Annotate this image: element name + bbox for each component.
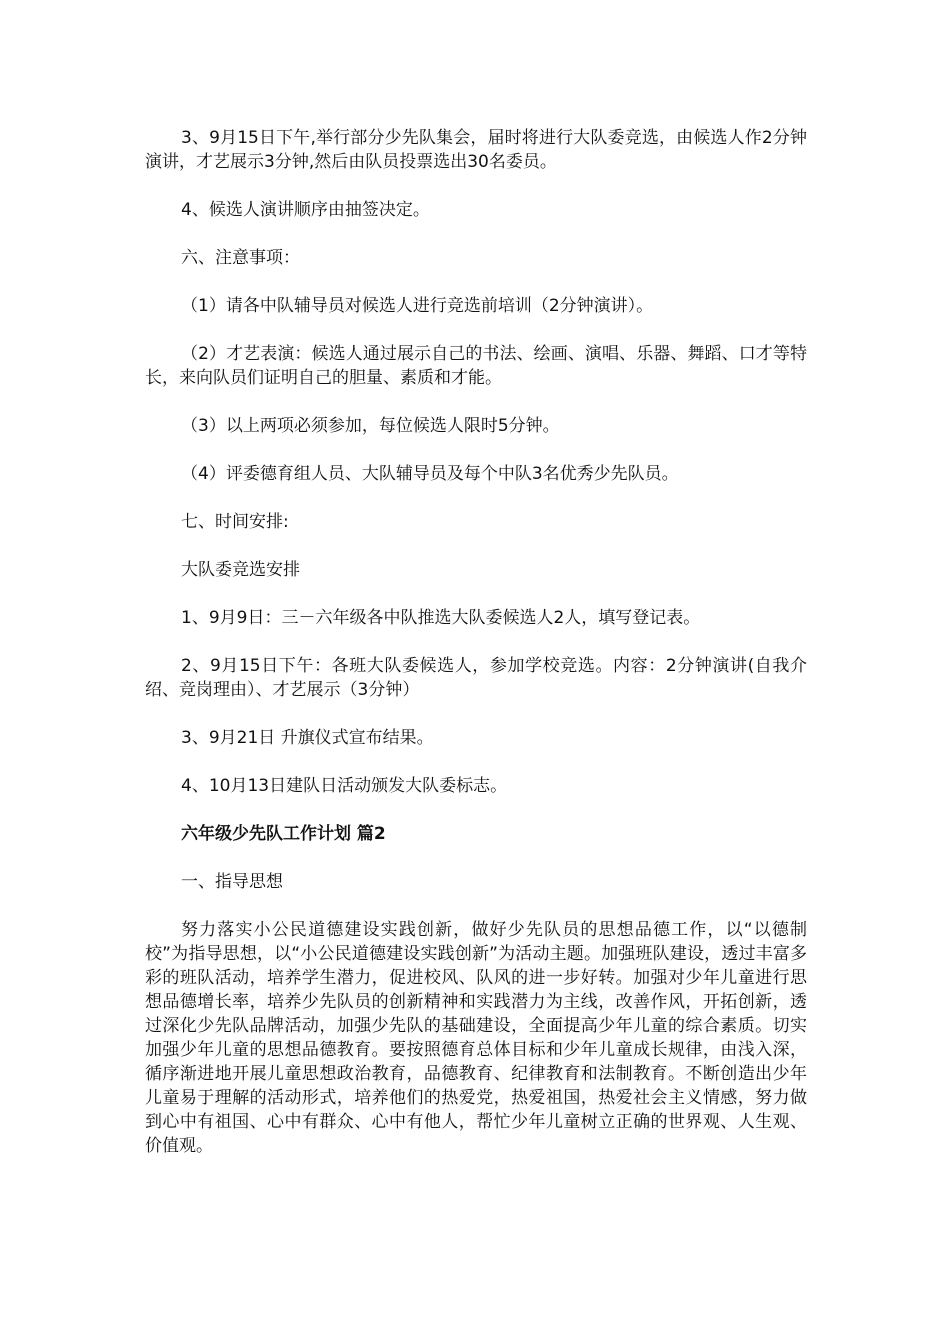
paragraph-note-1: （1）请各中队辅导员对候选人进行竞选前培训（2分钟演讲）。: [181, 296, 654, 316]
paragraph-note-3: （3）以上两项必须参加，每位候选人限时5分钟。: [181, 416, 560, 436]
paragraph-schedule-3: 3、9月21日 升旗仪式宣布结果。: [181, 728, 434, 748]
paragraph-guiding-thought-body: 努力落实小公民道德建设实践创新，做好少先队员的思想品德工作，以“以德制校”为指导思想，以“小公民道德建设实践创新”为活动主题。加强班队建设，透过丰富多彩的班队活动，培养学生潜力，促进校风、队风的进一步好转。加强对少年儿童进行思想品德增长率，培养少先队员的创新精神和实践潜力为主线，改善作风，开拓创新，透过深化少先队品牌活动，加强少先队的基础建设，全面提高少年儿童的综合素质。切实加强少年儿童的思想品德教育。要按照德育总体目标和少年儿童成长规律，由浅入深，循序渐进地开展儿童思想政治教育，品德教育、纪律教育和法制教育。不断创造出少年儿童易于理解的活动形式，培养他们的热爱党，热爱祖国，热爱社会主义情感，努力做到心中有祖国、心中有群众、心中有他人，帮忙少年儿童树立正确的世界观、人生观、价值观。: [145, 920, 807, 1156]
section-heading-notes: 六、注意事项：: [181, 248, 300, 268]
paragraph-schedule-4: 4、10月13日建队日活动颁发大队委标志。: [181, 776, 508, 796]
section-heading-schedule: 七、时间安排:: [181, 512, 289, 532]
paragraph-schedule-2: 2、9月15日下午：各班大队委候选人，参加学校竞选。内容：2分钟演讲(自我介绍、竞岗理由）、才艺展示（3分钟）: [145, 656, 807, 700]
paragraph-schedule-1: 1、9月9日：三－六年级各中队推选大队委候选人2人，填写登记表。: [181, 608, 701, 628]
paragraph-speech-order: 4、候选人演讲顺序由抽签决定。: [181, 200, 430, 220]
paragraph-schedule-title: 大队委竞选安排: [181, 560, 300, 580]
paragraph-note-2: （2）才艺表演：候选人通过展示自己的书法、绘画、演唱、乐器、舞蹈、口才等特长，来向队员们证明自己的胆量、素质和才能。: [145, 344, 807, 388]
paragraph-election-assembly: 3、9月15日下午,举行部分少先队集会，届时将进行大队委竞选，由候选人作2分钟演讲，才艺展示3分钟,然后由队员投票选出30名委员。: [145, 128, 807, 172]
section-heading-guiding-thought: 一、指导思想: [181, 872, 283, 892]
section-title-plan-2: 六年级少先队工作计划 篇2: [181, 824, 386, 844]
paragraph-note-4: （4）评委德育组人员、大队辅导员及每个中队3名优秀少先队员。: [181, 464, 679, 484]
